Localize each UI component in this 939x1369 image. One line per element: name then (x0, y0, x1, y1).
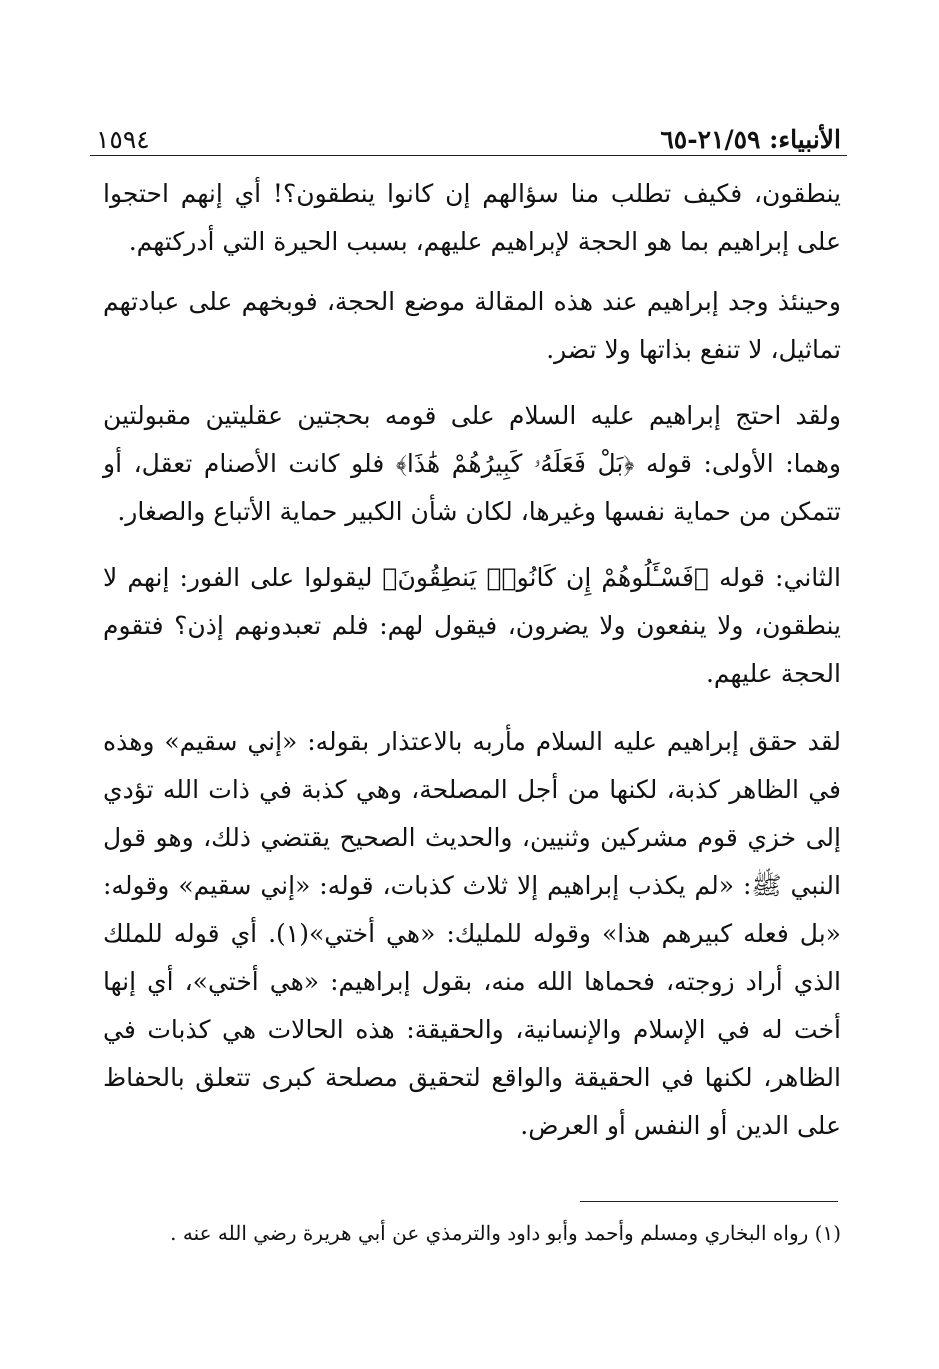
chapter-reference: الأنبياء: ٢١/٥٩-٦٥ (660, 125, 841, 154)
paragraph-3: ولقد احتج إبراهيم عليه السلام على قومه بحجتين عقليتين مقبولتين وهما: الأولى: قوله ﴿بَلْ فَعَلَهُۥ كَبِيرُهُمْ هَٰذَا﴾ فلو كانت الأصنام تعقل، أو تتمكن من حماية نفسها وغيرها، لكان شأن الكبير حماية الأتباع والصغار. (103, 401, 841, 526)
running-head (96, 114, 841, 154)
footnote: (١) رواه البخاري ومسلم وأحمد وأبو داود والترمذي عن أبي هريرة رضي الله عنه . (170, 1221, 841, 1245)
paragraph-4: الثاني: قوله ﴿فَسْـَٔلُوهُمْ إِن كَانُوا۟ يَنطِقُونَ﴾ ليقولوا على الفور: إنهم لا ينطقون، ولا ينفعون ولا يضرون، فيقول لهم: فلم تعبدونهم إذن؟ فتقوم الحجة عليهم. (103, 563, 841, 688)
footnote-divider (580, 1201, 838, 1202)
main-text (103, 170, 841, 1150)
paragraph-5: لقد حقق إبراهيم عليه السلام مأربه بالاعتذار بقوله: «إني سقيم» وهذه في الظاهر كذبة، لكنها من أجل المصلحة، وهي كذبة في ذات الله تؤدي إلى خزي قوم مشركين وثنيين، والحديث الصحيح يقتضي ذلك، وهو قول النبي ﷺ: «لم يكذب إبراهيم إلا ثلاث كذبات، قوله: «إني سقيم» وقوله: «بل فعله كبيرهم هذا» وقوله للمليك: «هي أختي»(١). أي قوله للملك الذي أراد زوجته، فحماها الله منه، بقول إبراهيم: «هي أختي»، أي إنها أخت له في الإسلام والإنسانية، والحقيقة: هذه الحالات هي كذبات في الظاهر، لكنها في الحقيقة والواقع لتحقيق مصلحة كبرى تتعلق بالحفاظ على الدين أو النفس أو العرض. (103, 727, 841, 1140)
header-divider (90, 155, 847, 156)
paragraph-1: ينطقون، فكيف تطلب منا سؤالهم إن كانوا ينطقون؟! أي إنهم احتجوا على إبراهيم بما هو الحجة لإبراهيم عليهم، بسبب الحيرة التي أدركتهم. (103, 179, 841, 256)
paragraph-2: وحينئذ وجد إبراهيم عند هذه المقالة موضع الحجة، فوبخهم على عبادتهم تماثيل، لا تنفع بذاتها ولا تضر. (103, 287, 841, 364)
page-number: ١٥٩٤ (96, 125, 150, 154)
